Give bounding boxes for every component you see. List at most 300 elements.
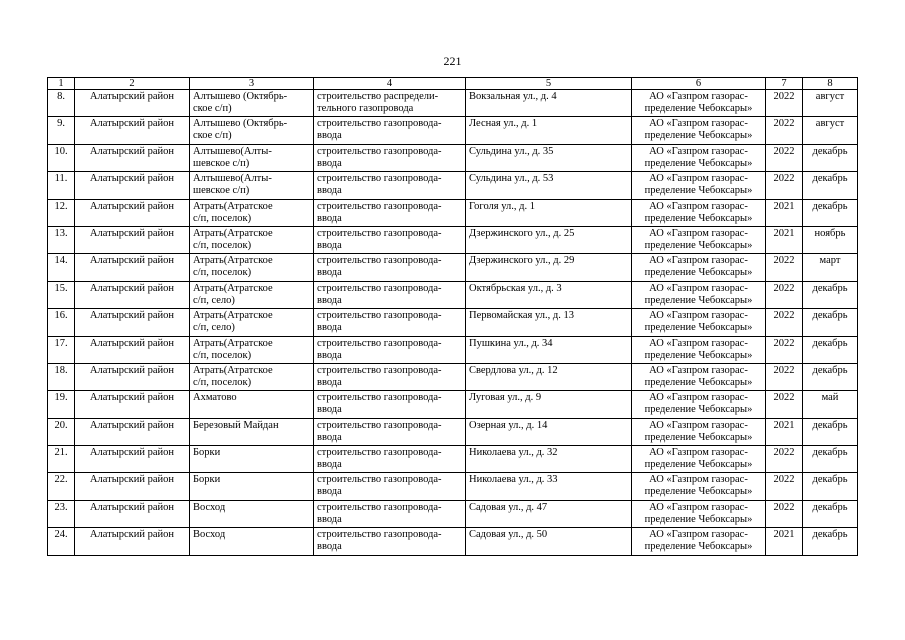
settlement-name: Алтышево	[193, 173, 241, 185]
settlement-name: Алтышево (Октябрь-	[193, 118, 288, 130]
year: 2022	[773, 91, 795, 102]
district-name: Алатырский район	[89, 282, 175, 294]
settlement-detail: с/п, поселок)	[193, 267, 252, 279]
organization-cell	[632, 391, 766, 418]
row-number: 19.	[54, 392, 68, 404]
organization-line: пределение Чебоксары»	[644, 130, 753, 142]
work-type-line: строительство газопровода-	[317, 118, 442, 130]
organization-line: АО «Газпром газорас-	[649, 419, 748, 431]
organization-line: АО «Газпром газорас-	[649, 118, 748, 130]
district-cell	[75, 254, 190, 281]
year: 2022	[773, 173, 795, 185]
organization-cell	[632, 473, 766, 500]
organization-line: пределение Чебоксары»	[644, 459, 753, 471]
row-number-cell	[48, 281, 75, 308]
month-cell	[803, 172, 858, 199]
row-number-cell	[48, 500, 75, 527]
year: 2022	[773, 337, 795, 349]
address: Октябрьская ул., д. 3	[469, 282, 562, 294]
organization-line: АО «Газпром газорас-	[649, 529, 748, 541]
address-cell	[466, 418, 632, 445]
year: 2022	[773, 474, 795, 486]
organization-cell	[632, 117, 766, 144]
address-cell	[466, 172, 632, 199]
year-cell	[766, 281, 803, 308]
month-cell	[803, 199, 858, 226]
district-name: Алатырский район	[89, 447, 175, 459]
settlement-line	[193, 228, 310, 240]
settlement-detail: с/п, поселок)	[193, 376, 252, 388]
year-cell	[766, 90, 803, 117]
month: август	[815, 91, 845, 102]
work-type-line: строительство газопровода-	[317, 145, 442, 157]
table-row	[48, 309, 858, 336]
address-cell	[466, 500, 632, 527]
year: 2022	[773, 447, 795, 459]
district-cell	[75, 363, 190, 390]
table-row	[48, 226, 858, 253]
district-name: Алатырский район	[89, 501, 175, 513]
year-cell	[766, 446, 803, 473]
address: Дзержинского ул., д. 29	[469, 255, 575, 267]
work-type-line: ввода	[317, 185, 342, 197]
address: Гоголя ул., д. 1	[469, 200, 535, 212]
address: Лесная ул., д. 1	[469, 118, 538, 130]
settlement-cell	[190, 117, 314, 144]
row-number: 12.	[54, 200, 68, 212]
district-cell	[75, 144, 190, 171]
row-number-cell	[48, 226, 75, 253]
settlement-detail: (Атратское	[223, 282, 273, 294]
work-type-cell	[314, 144, 466, 171]
district-name: Алатырский район	[89, 255, 175, 267]
organization-cell	[632, 446, 766, 473]
table-row	[48, 363, 858, 390]
settlement-detail: шевское с/п)	[193, 157, 250, 169]
settlement-cell	[190, 336, 314, 363]
month: декабрь	[812, 501, 848, 513]
month: декабрь	[812, 474, 848, 486]
year-cell	[766, 309, 803, 336]
column-header: 6	[632, 78, 766, 90]
table-row	[48, 336, 858, 363]
work-type-cell	[314, 254, 466, 281]
month: декабрь	[812, 364, 848, 376]
organization-cell	[632, 199, 766, 226]
organization-line: АО «Газпром газорас-	[649, 501, 748, 513]
month-cell	[803, 281, 858, 308]
organization-line: пределение Чебоксары»	[644, 103, 753, 114]
month-cell	[803, 363, 858, 390]
settlement-line	[193, 338, 310, 350]
settlement-name: Борки	[193, 447, 221, 459]
year-cell	[766, 199, 803, 226]
settlement-detail: с/п, поселок)	[193, 349, 252, 361]
month: декабрь	[812, 529, 848, 541]
work-type-line: ввода	[317, 513, 342, 525]
work-type-cell	[314, 363, 466, 390]
district-cell	[75, 500, 190, 527]
settlement-detail: (Атратское	[223, 337, 273, 349]
table-row	[48, 418, 858, 445]
district-name: Алатырский район	[89, 145, 175, 157]
district-cell	[75, 309, 190, 336]
district-name: Алатырский район	[89, 337, 175, 349]
district-name: Алатырский район	[89, 227, 175, 239]
settlement-cell	[190, 391, 314, 418]
work-type-line: строительство газопровода-	[317, 200, 442, 212]
row-number: 15.	[54, 282, 68, 294]
work-type-line: строительство газопровода-	[317, 364, 442, 376]
district-cell	[75, 281, 190, 308]
address-cell	[466, 144, 632, 171]
district-name: Алатырский район	[89, 474, 175, 486]
table-row	[48, 473, 858, 500]
work-type-line: строительство газопровода-	[317, 419, 442, 431]
organization-line: АО «Газпром газорас-	[649, 474, 748, 486]
work-type-line: ввода	[317, 157, 342, 169]
work-type-line: строительство распредели-	[317, 91, 439, 102]
district-name: Алатырский район	[89, 91, 175, 102]
table-row	[48, 199, 858, 226]
row-number-cell	[48, 117, 75, 144]
month: декабрь	[812, 419, 848, 431]
district-name: Алатырский район	[89, 173, 175, 185]
row-number: 13.	[54, 227, 68, 239]
row-number: 21.	[54, 447, 68, 459]
row-number-cell	[48, 254, 75, 281]
organization-cell	[632, 363, 766, 390]
settlement-name: Атрать	[193, 255, 224, 267]
month-cell	[803, 336, 858, 363]
organization-line: пределение Чебоксары»	[644, 376, 753, 388]
settlement-cell	[190, 172, 314, 199]
row-number: 8.	[57, 91, 65, 102]
organization-line: АО «Газпром газорас-	[649, 200, 748, 212]
organization-line: пределение Чебоксары»	[644, 212, 753, 224]
organization-cell	[632, 90, 766, 117]
organization-cell	[632, 172, 766, 199]
settlement-cell	[190, 473, 314, 500]
month-cell	[803, 254, 858, 281]
address-cell	[466, 391, 632, 418]
work-type-line: ввода	[317, 294, 342, 306]
district-cell	[75, 391, 190, 418]
row-number-cell	[48, 90, 75, 117]
work-type-cell	[314, 309, 466, 336]
work-type-line: строительство газопровода-	[317, 227, 442, 239]
year-cell	[766, 528, 803, 555]
address: Садовая ул., д. 50	[469, 529, 548, 541]
month-cell	[803, 144, 858, 171]
row-number: 24.	[54, 529, 68, 541]
table-row	[48, 528, 858, 555]
work-type-line: ввода	[317, 212, 342, 224]
settlement-name: Восход	[193, 529, 226, 541]
district-cell	[75, 446, 190, 473]
settlement-name: Атрать	[193, 227, 224, 239]
settlement-detail: (Атратское	[223, 200, 273, 212]
district-name: Алатырский район	[89, 118, 175, 130]
settlement-name: Алтышево (Октябрь-	[193, 91, 288, 102]
month: декабрь	[812, 447, 848, 459]
organization-line: пределение Чебоксары»	[644, 486, 753, 498]
year: 2021	[773, 419, 795, 431]
settlement-name: Алтышево	[193, 145, 241, 157]
settlement-cell	[190, 281, 314, 308]
work-type-cell	[314, 226, 466, 253]
settlement-cell	[190, 144, 314, 171]
settlement-detail: (Атратское	[223, 227, 273, 239]
settlement-line	[193, 201, 310, 213]
table-row	[48, 446, 858, 473]
month-cell	[803, 528, 858, 555]
work-type-line: ввода	[317, 431, 342, 443]
address-cell	[466, 117, 632, 144]
settlement-cell	[190, 254, 314, 281]
work-type-line: строительство газопровода-	[317, 337, 442, 349]
work-type-line: строительство газопровода-	[317, 474, 442, 486]
address: Сульдина ул., д. 53	[469, 173, 554, 185]
district-name: Алатырский район	[89, 364, 175, 376]
month: декабрь	[812, 337, 848, 349]
settlement-detail: с/п, поселок)	[193, 212, 252, 224]
settlement-detail: (Атратское	[223, 364, 273, 376]
table-row	[48, 90, 858, 117]
row-number-cell	[48, 309, 75, 336]
organization-cell	[632, 254, 766, 281]
month-cell	[803, 391, 858, 418]
address: Первомайская ул., д. 13	[469, 310, 574, 322]
settlement-name: Атрать	[193, 282, 224, 294]
row-number: 23.	[54, 501, 68, 513]
address: Вокзальная ул., д. 4	[469, 91, 557, 102]
work-type-line: ввода	[317, 459, 342, 471]
address: Пушкина ул., д. 34	[469, 337, 553, 349]
row-number-cell	[48, 144, 75, 171]
organization-line: АО «Газпром газорас-	[649, 91, 748, 102]
settlement-detail: шевское с/п)	[193, 185, 250, 197]
settlement-detail: с/п, поселок)	[193, 239, 252, 251]
settlement-cell	[190, 446, 314, 473]
address: Озерная ул., д. 14	[469, 419, 548, 431]
row-number-cell	[48, 363, 75, 390]
district-cell	[75, 199, 190, 226]
month: декабрь	[812, 200, 848, 212]
district-cell	[75, 90, 190, 117]
settlement-detail: (Алты-	[240, 145, 272, 157]
address-cell	[466, 309, 632, 336]
address-cell	[466, 363, 632, 390]
organization-cell	[632, 500, 766, 527]
row-number: 14.	[54, 255, 68, 267]
month-cell	[803, 309, 858, 336]
row-number: 10.	[54, 145, 68, 157]
work-type-line: ввода	[317, 322, 342, 334]
year-cell	[766, 172, 803, 199]
work-type-cell	[314, 446, 466, 473]
settlement-detail: (Алты-	[240, 173, 272, 185]
row-number-cell	[48, 336, 75, 363]
address: Садовая ул., д. 47	[469, 501, 548, 513]
district-cell	[75, 528, 190, 555]
settlement-detail: (Атратское	[223, 310, 273, 322]
organization-cell	[632, 528, 766, 555]
month: май	[821, 392, 839, 404]
settlement-line	[193, 255, 310, 267]
organization-line: пределение Чебоксары»	[644, 294, 753, 306]
year: 2022	[773, 255, 795, 267]
address-cell	[466, 90, 632, 117]
settlement-line	[193, 365, 310, 377]
row-number-cell	[48, 473, 75, 500]
settlement-detail: ское с/п)	[193, 130, 232, 142]
address-cell	[466, 226, 632, 253]
month-cell	[803, 446, 858, 473]
row-number: 22.	[54, 474, 68, 486]
year-cell	[766, 418, 803, 445]
year: 2022	[773, 145, 795, 157]
settlement-name: Атрать	[193, 364, 224, 376]
address-cell	[466, 336, 632, 363]
work-type-line: ввода	[317, 130, 342, 142]
year-cell	[766, 144, 803, 171]
column-header: 3	[190, 78, 314, 90]
organization-line: АО «Газпром газорас-	[649, 255, 748, 267]
district-name: Алатырский район	[89, 419, 175, 431]
settlement-cell	[190, 199, 314, 226]
district-name: Алатырский район	[89, 310, 175, 322]
organization-line: пределение Чебоксары»	[644, 185, 753, 197]
settlement-detail: с/п, село)	[193, 322, 235, 334]
work-type-line: ввода	[317, 349, 342, 361]
organization-line: АО «Газпром газорас-	[649, 447, 748, 459]
table-row	[48, 500, 858, 527]
organization-line: АО «Газпром газорас-	[649, 227, 748, 239]
district-cell	[75, 473, 190, 500]
row-number: 20.	[54, 419, 68, 431]
year-cell	[766, 336, 803, 363]
year-cell	[766, 391, 803, 418]
month-cell	[803, 500, 858, 527]
address: Свердлова ул., д. 12	[469, 364, 558, 376]
year-cell	[766, 117, 803, 144]
year-cell	[766, 363, 803, 390]
month: декабрь	[812, 282, 848, 294]
work-type-cell	[314, 199, 466, 226]
settlement-cell	[190, 90, 314, 117]
address: Луговая ул., д. 9	[469, 392, 542, 404]
settlement-name: Атрать	[193, 310, 224, 322]
row-number-cell	[48, 446, 75, 473]
work-type-line: строительство газопровода-	[317, 501, 442, 513]
organization-cell	[632, 336, 766, 363]
row-number-cell	[48, 418, 75, 445]
table-row	[48, 281, 858, 308]
work-type-line: строительство газопровода-	[317, 447, 442, 459]
settlement-name: Атрать	[193, 200, 224, 212]
year-cell	[766, 226, 803, 253]
month-cell	[803, 90, 858, 117]
settlement-detail: (Атратское	[223, 255, 273, 267]
district-cell	[75, 336, 190, 363]
work-type-line: ввода	[317, 239, 342, 251]
district-name: Алатырский район	[89, 529, 175, 541]
column-header: 2	[75, 78, 190, 90]
settlement-line	[193, 173, 310, 185]
organization-line: АО «Газпром газорас-	[649, 282, 748, 294]
month: декабрь	[812, 173, 848, 185]
year: 2021	[773, 200, 795, 212]
settlement-name: Восход	[193, 501, 226, 513]
settlement-detail: ское с/п)	[193, 103, 232, 114]
settlement-name: Атрать	[193, 337, 224, 349]
column-header: 5	[466, 78, 632, 90]
year: 2022	[773, 310, 795, 322]
district-cell	[75, 418, 190, 445]
settlement-cell	[190, 500, 314, 527]
settlement-name: Березовый Майдан	[193, 419, 279, 431]
month-cell	[803, 226, 858, 253]
organization-line: пределение Чебоксары»	[644, 513, 753, 525]
district-cell	[75, 117, 190, 144]
row-number: 9.	[57, 118, 65, 130]
address-cell	[466, 281, 632, 308]
organization-cell	[632, 309, 766, 336]
organization-cell	[632, 226, 766, 253]
work-type-cell	[314, 281, 466, 308]
address-cell	[466, 473, 632, 500]
work-type-cell	[314, 473, 466, 500]
year-cell	[766, 500, 803, 527]
district-name: Алатырский район	[89, 392, 175, 404]
work-type-cell	[314, 336, 466, 363]
organization-line: пределение Чебоксары»	[644, 322, 753, 334]
organization-line: АО «Газпром газорас-	[649, 310, 748, 322]
settlement-cell	[190, 363, 314, 390]
district-name: Алатырский район	[89, 200, 175, 212]
work-type-line: ввода	[317, 376, 342, 388]
organization-line: АО «Газпром газорас-	[649, 145, 748, 157]
month-cell	[803, 418, 858, 445]
year-cell	[766, 254, 803, 281]
organization-line: пределение Чебоксары»	[644, 431, 753, 443]
column-header: 4	[314, 78, 466, 90]
row-number: 16.	[54, 310, 68, 322]
settlement-line	[193, 310, 310, 322]
table-row	[48, 172, 858, 199]
table-body	[48, 90, 858, 556]
settlement-detail: с/п, село)	[193, 294, 235, 306]
address-cell	[466, 528, 632, 555]
row-number: 17.	[54, 337, 68, 349]
row-number-cell	[48, 172, 75, 199]
address-cell	[466, 199, 632, 226]
month: декабрь	[812, 145, 848, 157]
gasification-table	[47, 77, 858, 556]
organization-line: АО «Газпром газорас-	[649, 364, 748, 376]
address-cell	[466, 254, 632, 281]
year: 2022	[773, 118, 795, 130]
table-row	[48, 144, 858, 171]
work-type-line: строительство газопровода-	[317, 282, 442, 294]
organization-cell	[632, 281, 766, 308]
organization-line: АО «Газпром газорас-	[649, 392, 748, 404]
table-row	[48, 254, 858, 281]
year: 2022	[773, 501, 795, 513]
column-header: 8	[803, 78, 858, 90]
table-row	[48, 117, 858, 144]
